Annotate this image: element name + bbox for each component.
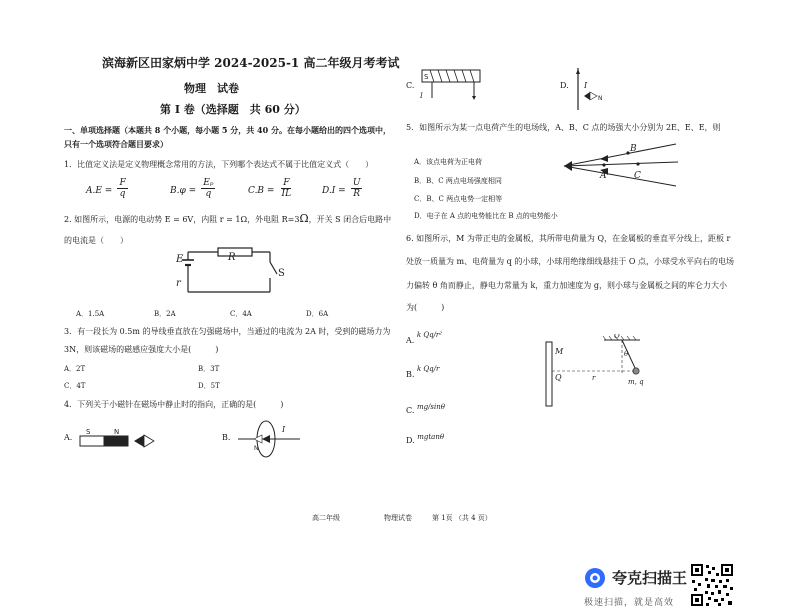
- q1-option-b: B.φ = $\frac{\text{Eₚ}}{q}$: [170, 178, 214, 199]
- q5-option-d: D．电子在 A 点的电势能比在 B 点的电势能小: [414, 212, 558, 220]
- q5-option-c: C．B、C 两点电势一定相等: [414, 195, 503, 203]
- svg-text:S: S: [424, 73, 429, 81]
- q2-stem-line2: 的电流是（ ）: [64, 236, 128, 245]
- compass-needle-dark: [134, 435, 144, 447]
- exam-title: 滨海新区田家炳中学 2024-2025-1 高二年级月考考试: [102, 56, 400, 70]
- q1-stem: 1．比值定义法是定义物理概念常用的方法，下列哪个表达式不属于比值定义式（ ）: [64, 160, 374, 169]
- q6-stem-line3: 力偏转 θ 角而静止，静电力常量为 k，重力加速度为 g，则小球与金属板之间的库仑力大小: [406, 281, 727, 290]
- section-title: 第 I 卷（选择题 共 60 分）: [160, 103, 306, 116]
- q4-option-c-label: C.: [406, 81, 415, 90]
- fraction: $\frac{F}{IL}$: [281, 178, 292, 199]
- fraction: $\frac{F}{q}$: [119, 178, 126, 199]
- svg-text:N: N: [114, 428, 120, 436]
- quark-logo-icon: [583, 566, 607, 590]
- fraction: $\frac{\text{Eₚ}}{q}$: [203, 178, 214, 199]
- q2-stem-line1: 2. 如图所示，电源的电动势 E = 6V，内阻 r = 1Ω，外电阻 R=3Ω，开关 S 闭合后电路中: [64, 212, 392, 225]
- q3-stem-line1: 3．有一段长为 0.5m 的导线垂直放在匀强磁场中，当通过的电流为 2A 时，受到的磁场力为: [64, 327, 391, 336]
- straight-wire-figure: [232, 418, 302, 460]
- subject-title: 物理 试卷: [184, 82, 239, 95]
- q6-option-c: C. mg/sinθ: [406, 403, 445, 415]
- svg-text:B: B: [630, 144, 637, 154]
- label-r: r: [176, 278, 181, 289]
- svg-text:O: O: [614, 334, 620, 340]
- pendulum-figure: [540, 334, 660, 414]
- solenoid-figure: [418, 66, 488, 102]
- label-switch: S: [278, 268, 285, 279]
- field-lines-figure: [560, 138, 680, 194]
- q2-option-a: A．1.5A: [76, 310, 105, 318]
- footer-paper: 物理试卷: [384, 514, 412, 522]
- circuit-diagram: [170, 244, 300, 296]
- q1-option-a: A.E = $\frac{F}{q}$: [86, 178, 126, 199]
- svg-text:N: N: [254, 445, 259, 452]
- q6-option-b: B. k Qq/r: [406, 365, 440, 379]
- compass-needle-light: [144, 435, 154, 447]
- fraction: $\frac{U}{R}$: [352, 178, 361, 199]
- metal-plate: [546, 342, 552, 406]
- label-e: E: [176, 254, 184, 265]
- svg-text:S: S: [86, 428, 91, 436]
- svg-text:N: N: [598, 95, 603, 102]
- instructions-line1: 一、单项选择题（本题共 8 个小题，每小题 5 分，共 40 分。在每小题给出的四个选项中，: [64, 125, 391, 135]
- q6-option-a: A. k Qq/r²: [406, 331, 443, 345]
- q6-stem-line1: 6. 如图所示，M 为带正电的金属板，其所带电荷量为 Q，在金属板的垂直平分线上，距板 r: [406, 234, 731, 243]
- svg-text:A: A: [600, 171, 607, 181]
- q3-option-d: D．5T: [198, 382, 220, 390]
- q2-option-b: B．2A: [154, 310, 176, 318]
- q2-option-d: D．6A: [306, 310, 329, 318]
- q6-stem-line2: 处放一质量为 m、电荷量为 q 的小球，小球用绝缘细线悬挂于 O 点，小球受水平向右的电场: [406, 257, 734, 266]
- svg-text:M: M: [555, 347, 564, 356]
- svg-text:C: C: [634, 171, 641, 181]
- q5-stem: 5．如图所示为某一点电荷产生的电场线，A、B、C 点的场强大小分别为 2E、E、E，则: [406, 123, 721, 132]
- q6-option-d: D. mgtanθ: [406, 433, 445, 445]
- q3-stem-line2: 3N，则该磁场的磁感应强度大小是( ): [64, 345, 219, 354]
- scanner-slogan: 极速扫描，就是高效: [584, 598, 675, 608]
- q5-option-a: A．该点电荷为正电荷: [414, 158, 483, 166]
- q3-option-b: B．3T: [198, 365, 220, 373]
- q1-option-c: C.B = $\frac{F}{IL}$: [248, 178, 292, 199]
- q1-option-d: D.I = $\frac{U}{R}$: [322, 178, 361, 199]
- instructions-line2: 只有一个选项符合题目要求）: [64, 139, 168, 149]
- svg-text:I: I: [420, 92, 423, 100]
- q3-option-c: C．4T: [64, 382, 86, 390]
- q2-option-c: C．4A: [230, 310, 252, 318]
- svg-text:I: I: [584, 81, 588, 90]
- q4-option-d-label: D.: [560, 81, 569, 90]
- magnet-north: [104, 436, 128, 446]
- svg-text:m, q: m, q: [628, 378, 644, 386]
- vertical-wire-figure: [570, 66, 610, 112]
- footer-page: 第 1页 （共 4 页）: [432, 514, 492, 522]
- footer-grade: 高二年级: [312, 514, 340, 522]
- svg-text:θ: θ: [624, 350, 629, 358]
- q5-option-b: B．B、C 两点电场强度相同: [414, 177, 502, 185]
- svg-text:r: r: [592, 374, 596, 382]
- scanner-brand: 夸克扫描王: [612, 569, 688, 587]
- q4-option-a-label: A.: [64, 433, 73, 442]
- magnet-south: [80, 436, 104, 446]
- label-resistor: R: [228, 252, 236, 263]
- svg-text:Q: Q: [555, 373, 562, 382]
- q4-stem: 4．下列关于小磁针在磁场中静止时的指向，正确的是( ): [64, 400, 284, 409]
- svg-text:I: I: [282, 425, 286, 434]
- q6-stem-line4: 为( ): [406, 303, 445, 312]
- q3-option-a: A．2T: [64, 365, 86, 373]
- qr-code-icon: [690, 563, 734, 607]
- bar-magnet-figure: [78, 426, 158, 452]
- q4-option-b-label: B.: [222, 433, 231, 442]
